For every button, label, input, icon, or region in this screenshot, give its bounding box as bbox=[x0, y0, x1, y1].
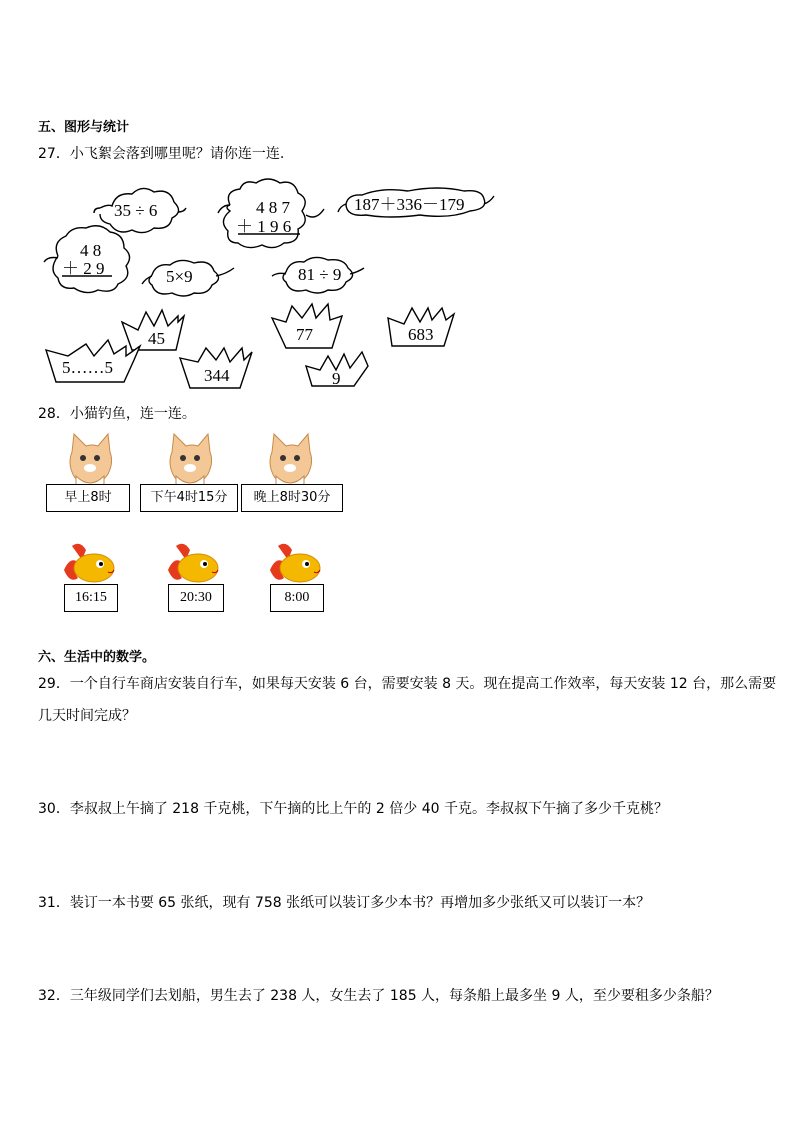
grass-6-label: 9 bbox=[332, 369, 341, 388]
question-29-line-1: 29．一个自行车商店安装自行车，如果每天安装 6 台，需要安装 8 天。现在提高工作效率，每天安装 12 台，那么需要 bbox=[38, 676, 777, 692]
question-28-text: 28．小猫钓鱼，连一连。 bbox=[38, 406, 196, 422]
cloud-1-label: 35 ÷ 6 bbox=[114, 201, 158, 220]
grass-3-label: 683 bbox=[408, 325, 434, 344]
cat-icon bbox=[66, 432, 112, 486]
question-29-line-2: 几天时间完成？ bbox=[38, 708, 136, 724]
cloud-3-label: 187＋336－179 bbox=[354, 195, 465, 214]
question-32-text: 32．三年级同学们去划船，男生去了 238 人，女生去了 185 人，每条船上最多坐 9 人，至少要租多少条船？ bbox=[38, 988, 719, 1004]
cat-time-box-2[interactable]: 下午4时15分 bbox=[140, 484, 238, 512]
grass-4-label: 5……5 bbox=[62, 358, 113, 377]
cat-icon bbox=[166, 432, 212, 486]
section-title-graphics: 五、图形与统计 bbox=[38, 120, 130, 135]
fish-icon bbox=[268, 540, 324, 588]
dandelion-matching-figure bbox=[0, 170, 794, 400]
question-31-text: 31．装订一本书要 65 张纸，现有 758 张纸可以装订多少本书？再增加多少张纸又可以装订一本？ bbox=[38, 895, 651, 911]
cloud-2-top-label: 4 8 7 bbox=[256, 198, 290, 217]
cloud-4-bottom-label: ＋ 2 9 bbox=[62, 259, 105, 278]
cloud-5-label: 5×9 bbox=[166, 267, 193, 286]
cat-icon bbox=[266, 432, 312, 486]
fish-time-box-2[interactable]: 20:30 bbox=[168, 584, 224, 612]
fish-icon bbox=[166, 540, 222, 588]
fish-icon bbox=[62, 540, 118, 588]
cloud-4-top-label: 4 8 bbox=[80, 241, 102, 260]
cloud-2-bottom-label: ＋ 1 9 6 bbox=[236, 217, 292, 236]
cat-time-box-3[interactable]: 晚上8时30分 bbox=[241, 484, 343, 512]
grass-1-label: 45 bbox=[148, 329, 165, 348]
question-30-text: 30．李叔叔上午摘了 218 千克桃，下午摘的比上午的 2 倍少 40 千克。李叔叔下午摘了多少千克桃？ bbox=[38, 801, 668, 817]
cloud-6-label: 81 ÷ 9 bbox=[298, 265, 342, 284]
fish-time-box-3[interactable]: 8:00 bbox=[270, 584, 324, 612]
grass-2-label: 77 bbox=[296, 325, 313, 344]
cat-time-box-1[interactable]: 早上8时 bbox=[46, 484, 130, 512]
grass-5-label: 344 bbox=[204, 366, 230, 385]
fish-time-box-1[interactable]: 16:15 bbox=[64, 584, 118, 612]
section-title-life-math: 六、生活中的数学。 bbox=[38, 650, 156, 665]
question-27-text: 27．小飞絮会落到哪里呢？请你连一连. bbox=[38, 146, 285, 162]
